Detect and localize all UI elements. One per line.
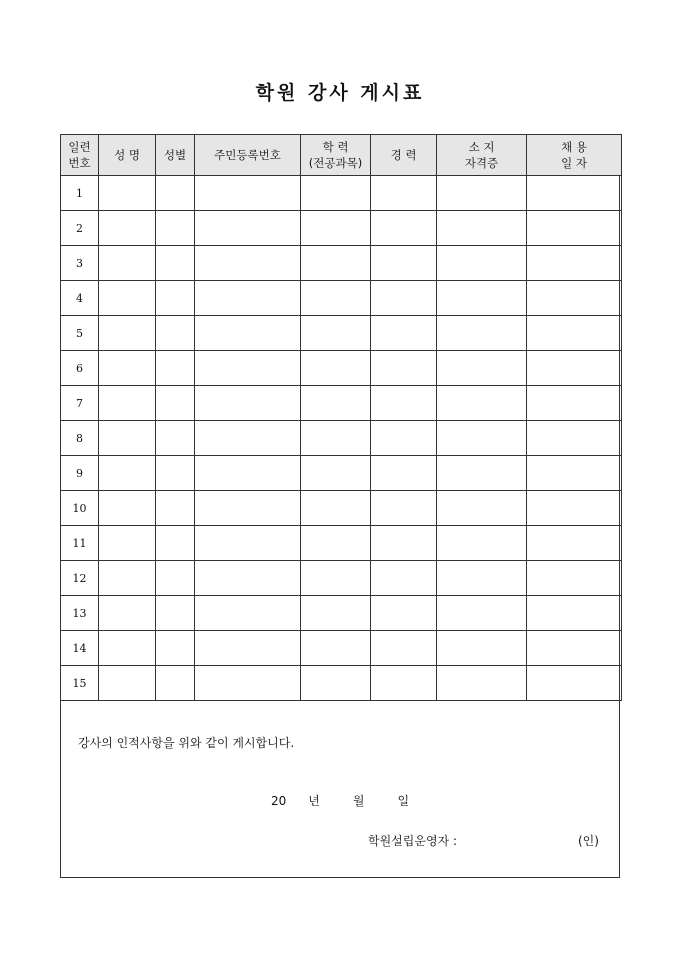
table-row bbox=[61, 176, 622, 211]
table-input-cell[interactable] bbox=[371, 386, 437, 421]
table-input-cell[interactable] bbox=[99, 491, 156, 526]
table-input-cell[interactable] bbox=[99, 561, 156, 596]
table-input-cell[interactable] bbox=[99, 176, 156, 211]
table-input-cell[interactable] bbox=[371, 561, 437, 596]
table-input-cell[interactable] bbox=[195, 211, 301, 246]
table-row bbox=[61, 211, 622, 246]
table-input-cell[interactable] bbox=[527, 281, 622, 316]
table-input-cell[interactable] bbox=[437, 246, 527, 281]
table-input-cell[interactable] bbox=[437, 596, 527, 631]
statement-text: 강사의 인적사항을 위와 같이 게시합니다. bbox=[78, 736, 295, 750]
table-input-cell[interactable] bbox=[527, 491, 622, 526]
document-title: 학원 강사 게시표 bbox=[255, 82, 425, 104]
header-serial-number: 일련 번호 bbox=[61, 135, 99, 176]
header-certificates: 소 지 자격증 bbox=[437, 135, 527, 176]
table-input-cell[interactable] bbox=[156, 211, 195, 246]
table-input-cell[interactable] bbox=[527, 176, 622, 211]
table-input-cell[interactable] bbox=[301, 666, 371, 701]
table-input-cell[interactable] bbox=[195, 631, 301, 666]
date-day-label: 일 bbox=[397, 794, 410, 808]
table-row bbox=[61, 246, 622, 281]
table-input-cell[interactable] bbox=[99, 281, 156, 316]
table-input-cell[interactable] bbox=[156, 631, 195, 666]
table-input-cell[interactable] bbox=[195, 596, 301, 631]
signer-label: 학원설립운영자 : bbox=[368, 834, 458, 848]
table-input-cell[interactable] bbox=[156, 316, 195, 351]
table-input-cell[interactable] bbox=[195, 351, 301, 386]
header-hire-date: 채 용 일 자 bbox=[527, 135, 622, 176]
table-input-cell[interactable] bbox=[371, 456, 437, 491]
table-input-cell[interactable] bbox=[156, 281, 195, 316]
table-input-cell[interactable] bbox=[156, 666, 195, 701]
header-gender: 성별 bbox=[156, 135, 195, 176]
header-name: 성 명 bbox=[99, 135, 156, 176]
table-input-cell[interactable] bbox=[371, 176, 437, 211]
row-number-cell: 6 bbox=[61, 351, 99, 386]
table-input-cell[interactable] bbox=[195, 421, 301, 456]
table-row bbox=[61, 386, 622, 421]
table-input-cell[interactable] bbox=[195, 456, 301, 491]
date-line bbox=[0, 792, 680, 809]
row-number-cell: 11 bbox=[61, 526, 99, 561]
table-input-cell[interactable] bbox=[99, 596, 156, 631]
row-number-cell: 5 bbox=[61, 316, 99, 351]
table-header-row bbox=[61, 135, 622, 176]
table-input-cell[interactable] bbox=[195, 316, 301, 351]
table-input-cell[interactable] bbox=[301, 281, 371, 316]
date-year: 20 bbox=[270, 794, 287, 808]
table-row bbox=[61, 666, 622, 701]
table-input-cell[interactable] bbox=[437, 281, 527, 316]
table-input-cell[interactable] bbox=[371, 281, 437, 316]
seal-label: (인) bbox=[578, 834, 599, 848]
table-input-cell[interactable] bbox=[195, 386, 301, 421]
table-input-cell[interactable] bbox=[301, 561, 371, 596]
table-row bbox=[61, 421, 622, 456]
table-input-cell[interactable] bbox=[437, 351, 527, 386]
table-input-cell[interactable] bbox=[156, 176, 195, 211]
table-input-cell[interactable] bbox=[371, 666, 437, 701]
table-input-cell[interactable] bbox=[301, 526, 371, 561]
row-number-cell: 13 bbox=[61, 596, 99, 631]
table-row bbox=[61, 351, 622, 386]
table-input-cell[interactable] bbox=[156, 561, 195, 596]
row-number-cell: 8 bbox=[61, 421, 99, 456]
header-education: 학 력 (전공과목) bbox=[301, 135, 371, 176]
table-input-cell[interactable] bbox=[371, 351, 437, 386]
table-input-cell[interactable] bbox=[195, 666, 301, 701]
row-number-cell: 15 bbox=[61, 666, 99, 701]
table-input-cell[interactable] bbox=[437, 386, 527, 421]
table-input-cell[interactable] bbox=[371, 211, 437, 246]
table-input-cell[interactable] bbox=[99, 421, 156, 456]
table-input-cell[interactable] bbox=[99, 211, 156, 246]
table-row bbox=[61, 316, 622, 351]
table-input-cell[interactable] bbox=[527, 631, 622, 666]
table-input-cell[interactable] bbox=[99, 246, 156, 281]
table-input-cell[interactable] bbox=[195, 176, 301, 211]
table-row bbox=[61, 456, 622, 491]
table-input-cell[interactable] bbox=[527, 351, 622, 386]
row-number-cell: 10 bbox=[61, 491, 99, 526]
table-input-cell[interactable] bbox=[527, 526, 622, 561]
table-input-cell[interactable] bbox=[156, 456, 195, 491]
table-input-cell[interactable] bbox=[527, 666, 622, 701]
table-input-cell[interactable] bbox=[156, 246, 195, 281]
table-input-cell[interactable] bbox=[301, 316, 371, 351]
header-resident-number: 주민등록번호 bbox=[195, 135, 301, 176]
table-input-cell[interactable] bbox=[99, 316, 156, 351]
table-input-cell[interactable] bbox=[99, 526, 156, 561]
table-input-cell[interactable] bbox=[99, 456, 156, 491]
instructor-table bbox=[60, 134, 622, 701]
table-input-cell[interactable] bbox=[99, 351, 156, 386]
table-input-cell[interactable] bbox=[301, 211, 371, 246]
table-input-cell[interactable] bbox=[156, 386, 195, 421]
table-input-cell[interactable] bbox=[301, 176, 371, 211]
row-number-cell: 12 bbox=[61, 561, 99, 596]
table-input-cell[interactable] bbox=[301, 456, 371, 491]
date-month-label: 월 bbox=[352, 794, 365, 808]
table-row bbox=[61, 491, 622, 526]
table-input-cell[interactable] bbox=[437, 526, 527, 561]
table-input-cell[interactable] bbox=[156, 526, 195, 561]
table-input-cell[interactable] bbox=[527, 596, 622, 631]
table-row bbox=[61, 561, 622, 596]
table-input-cell[interactable] bbox=[301, 246, 371, 281]
table-input-cell[interactable] bbox=[156, 421, 195, 456]
row-number-cell: 7 bbox=[61, 386, 99, 421]
table-input-cell[interactable] bbox=[527, 386, 622, 421]
table-input-cell[interactable] bbox=[371, 631, 437, 666]
table-input-cell[interactable] bbox=[437, 176, 527, 211]
table-input-cell[interactable] bbox=[527, 561, 622, 596]
table-input-cell[interactable] bbox=[527, 211, 622, 246]
table-input-cell[interactable] bbox=[99, 666, 156, 701]
table-input-cell[interactable] bbox=[301, 386, 371, 421]
table-input-cell[interactable] bbox=[195, 246, 301, 281]
table-input-cell[interactable] bbox=[437, 666, 527, 701]
table-input-cell[interactable] bbox=[371, 491, 437, 526]
table-input-cell[interactable] bbox=[156, 491, 195, 526]
table-input-cell[interactable] bbox=[527, 246, 622, 281]
table-input-cell[interactable] bbox=[99, 631, 156, 666]
table-row bbox=[61, 281, 622, 316]
row-number-cell: 9 bbox=[61, 456, 99, 491]
table-input-cell[interactable] bbox=[301, 596, 371, 631]
table-input-cell[interactable] bbox=[437, 456, 527, 491]
table-input-cell[interactable] bbox=[301, 421, 371, 456]
table-input-cell[interactable] bbox=[156, 351, 195, 386]
row-number-cell: 2 bbox=[61, 211, 99, 246]
table-input-cell[interactable] bbox=[437, 631, 527, 666]
table-row bbox=[61, 526, 622, 561]
table-input-cell[interactable] bbox=[437, 561, 527, 596]
table-body bbox=[61, 176, 622, 701]
table-input-cell[interactable] bbox=[301, 631, 371, 666]
table-input-cell[interactable] bbox=[527, 421, 622, 456]
table-input-cell[interactable] bbox=[371, 526, 437, 561]
table-input-cell[interactable] bbox=[437, 491, 527, 526]
table-input-cell[interactable] bbox=[371, 421, 437, 456]
table-input-cell[interactable] bbox=[371, 316, 437, 351]
row-number-cell: 1 bbox=[61, 176, 99, 211]
table-input-cell[interactable] bbox=[371, 246, 437, 281]
table-row bbox=[61, 631, 622, 666]
table-input-cell[interactable] bbox=[437, 316, 527, 351]
row-number-cell: 3 bbox=[61, 246, 99, 281]
table-input-cell[interactable] bbox=[527, 456, 622, 491]
table-input-cell[interactable] bbox=[437, 421, 527, 456]
row-number-cell: 4 bbox=[61, 281, 99, 316]
table-input-cell[interactable] bbox=[156, 596, 195, 631]
table-input-cell[interactable] bbox=[195, 491, 301, 526]
table-input-cell[interactable] bbox=[301, 491, 371, 526]
table-input-cell[interactable] bbox=[195, 526, 301, 561]
table-input-cell[interactable] bbox=[195, 561, 301, 596]
table-input-cell[interactable] bbox=[527, 316, 622, 351]
table-input-cell[interactable] bbox=[99, 386, 156, 421]
table-input-cell[interactable] bbox=[301, 351, 371, 386]
table-input-cell[interactable] bbox=[371, 596, 437, 631]
table-row bbox=[61, 596, 622, 631]
date-year-label: 년 bbox=[308, 794, 320, 808]
row-number-cell: 14 bbox=[61, 631, 99, 666]
table-input-cell[interactable] bbox=[195, 281, 301, 316]
table-input-cell[interactable] bbox=[437, 211, 527, 246]
header-career: 경 력 bbox=[371, 135, 437, 176]
